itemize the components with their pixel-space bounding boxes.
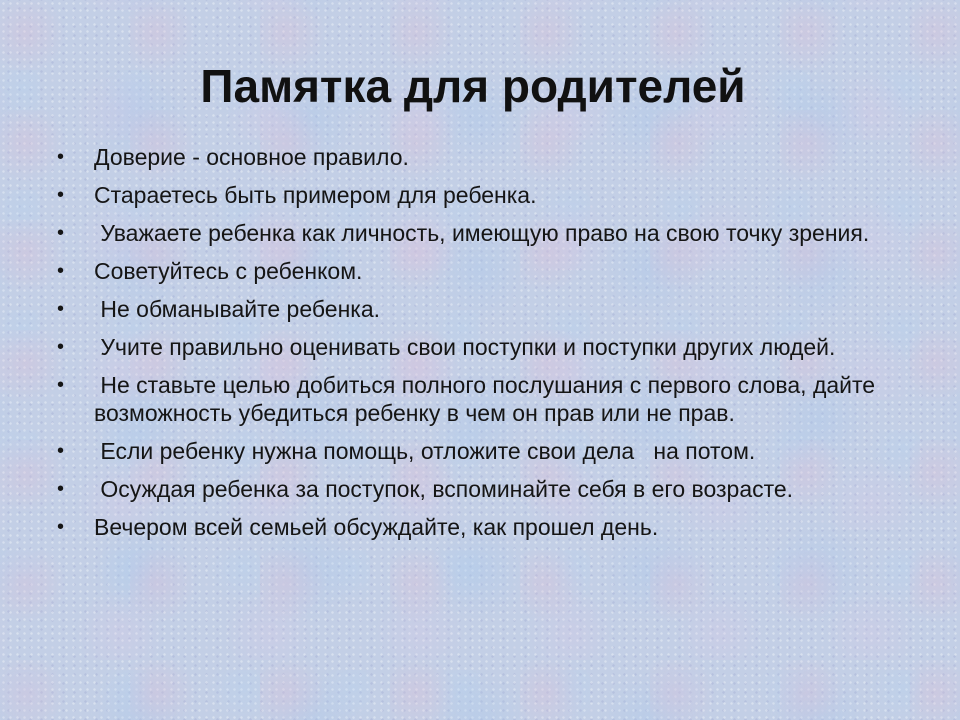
bullet-icon: • [57,374,65,396]
slide-title: Памятка для родителей [200,60,746,112]
list-item-text: Если ребенку нужна помощь, отложите свои дела на потом. [94,438,756,464]
bullet-icon: • [57,440,65,462]
bullet-icon: • [57,516,65,538]
list-item [56,513,916,541]
bullet-icon: • [57,222,65,244]
list-item [56,257,916,285]
list-item-text: Доверие - основное правило. [94,144,409,170]
list-item-text: Советуйтесь с ребенком. [94,258,363,284]
list-item-text: Не обманывайте ребенка. [94,296,381,322]
list-item [56,475,916,503]
list-item-text: Уважаете ребенка как личность, имеющую право на свою точку зрения. [94,220,870,246]
bullet-icon: • [57,146,65,168]
list-item [56,219,916,247]
list-item [56,181,916,209]
bullet-icon: • [57,478,65,500]
bullet-list [56,143,916,551]
list-item-text: Не ставьте целью добиться полного послушания с первого слова, дайте возможность убедиться ребенку в чем он прав или не прав. [94,372,882,426]
list-item [56,295,916,323]
bullet-icon: • [57,260,65,282]
list-item [56,437,916,465]
bullet-icon: • [57,336,65,358]
list-item-text: Вечером всей семьей обсуждайте, как прошел день. [94,514,659,540]
list-item [56,333,916,361]
list-item-text: Осуждая ребенка за поступок, вспоминайте себя в его возрасте. [94,476,794,502]
bullet-icon: • [57,184,65,206]
list-item-text: Стараетесь быть примером для ребенка. [94,182,537,208]
list-item [56,371,916,427]
list-item [56,143,916,171]
list-item-text: Учите правильно оценивать свои поступки и поступки других людей. [94,334,836,360]
bullet-icon: • [57,298,65,320]
